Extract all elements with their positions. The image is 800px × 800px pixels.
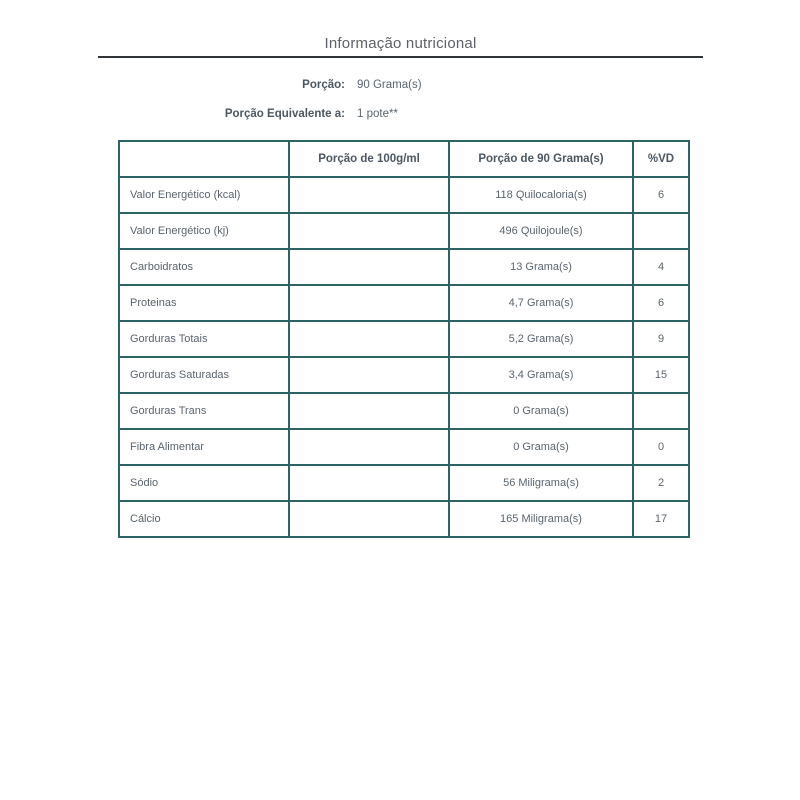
header-per-100g: Porção de 100g/ml	[289, 141, 449, 177]
daily-value-cell: 6	[633, 285, 689, 321]
table-row	[119, 249, 689, 285]
per-100g-cell	[289, 429, 449, 465]
daily-value-cell: 4	[633, 249, 689, 285]
table-row	[119, 393, 689, 429]
per-serving-cell: 13 Grama(s)	[449, 249, 633, 285]
daily-value-cell: 2	[633, 465, 689, 501]
nutrient-name-cell: Valor Energético (kj)	[119, 213, 289, 249]
per-serving-cell: 56 Miligrama(s)	[449, 465, 633, 501]
nutrient-name-cell: Fibra Alimentar	[119, 429, 289, 465]
per-serving-cell: 0 Grama(s)	[449, 429, 633, 465]
daily-value-cell: 17	[633, 501, 689, 537]
table-row	[119, 429, 689, 465]
daily-value-cell: 15	[633, 357, 689, 393]
per-100g-cell	[289, 357, 449, 393]
nutrient-name-cell: Carboidratos	[119, 249, 289, 285]
per-serving-cell: 0 Grama(s)	[449, 393, 633, 429]
per-100g-cell	[289, 393, 449, 429]
per-serving-cell: 3,4 Grama(s)	[449, 357, 633, 393]
header-daily-value: %VD	[633, 141, 689, 177]
table-row	[119, 285, 689, 321]
header-row	[119, 141, 689, 177]
per-100g-cell	[289, 213, 449, 249]
nutrient-name-cell: Gorduras Saturadas	[119, 357, 289, 393]
per-serving-cell: 4,7 Grama(s)	[449, 285, 633, 321]
per-serving-cell: 5,2 Grama(s)	[449, 321, 633, 357]
daily-value-cell: 9	[633, 321, 689, 357]
table-row	[119, 357, 689, 393]
serving-equivalent-row	[0, 108, 800, 120]
nutrient-name-cell: Gorduras Totais	[119, 321, 289, 357]
nutrient-name-cell: Proteinas	[119, 285, 289, 321]
per-100g-cell	[289, 321, 449, 357]
header-nutrient	[119, 141, 289, 177]
serving-size-row	[0, 79, 800, 91]
nutrient-name-cell: Gorduras Trans	[119, 393, 289, 429]
nutrient-name-cell: Valor Energético (kcal)	[119, 177, 289, 213]
nutrient-name-cell: Sódio	[119, 465, 289, 501]
daily-value-cell: 6	[633, 177, 689, 213]
per-100g-cell	[289, 465, 449, 501]
per-100g-cell	[289, 285, 449, 321]
nutrient-name-cell: Cálcio	[119, 501, 289, 537]
per-serving-cell: 165 Miligrama(s)	[449, 501, 633, 537]
per-100g-cell	[289, 249, 449, 285]
serving-size-value: 90 Grama(s)	[357, 79, 422, 91]
table-row	[119, 321, 689, 357]
serving-equivalent-label: Porção Equivalente a:	[224, 108, 345, 120]
per-serving-cell: 118 Quilocaloria(s)	[449, 177, 633, 213]
serving-equivalent-value: 1 pote**	[357, 108, 398, 120]
per-100g-cell	[289, 501, 449, 537]
table-row	[119, 177, 689, 213]
daily-value-cell	[633, 393, 689, 429]
nutrition-table-body	[119, 177, 689, 537]
daily-value-cell	[633, 213, 689, 249]
daily-value-cell: 0	[633, 429, 689, 465]
per-serving-cell: 496 Quilojoule(s)	[449, 213, 633, 249]
serving-size-label: Porção:	[302, 79, 345, 91]
table-row	[119, 213, 689, 249]
table-row	[119, 465, 689, 501]
header-per-serving: Porção de 90 Grama(s)	[449, 141, 633, 177]
nutrition-table-header	[119, 141, 689, 177]
page-title: Informação nutricional	[324, 35, 477, 52]
table-row	[119, 501, 689, 537]
per-100g-cell	[289, 177, 449, 213]
nutrition-table	[118, 140, 690, 538]
title-divider-rule	[98, 56, 703, 58]
